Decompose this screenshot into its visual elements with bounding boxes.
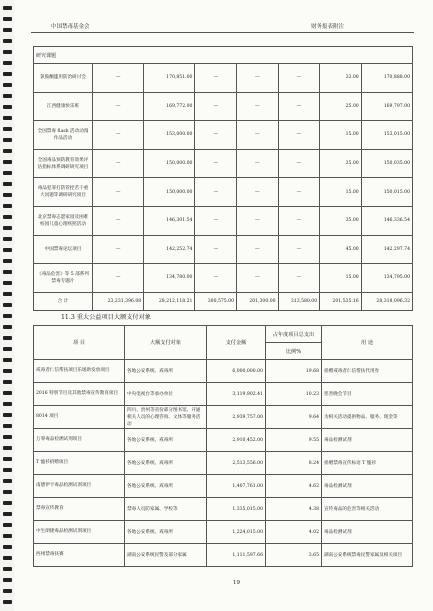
header-pct-top: 占年度项目总支出 bbox=[266, 326, 322, 343]
amount-cell: — bbox=[195, 264, 237, 293]
binder-hole bbox=[3, 325, 12, 329]
percent-cell: 4.38 bbox=[266, 498, 322, 521]
use-cell: 毒品检测试剂 bbox=[322, 475, 413, 498]
binder-hole bbox=[3, 160, 12, 164]
large-payee-table bbox=[33, 325, 413, 567]
table-row bbox=[34, 64, 413, 93]
amount-cell: 35.00 bbox=[320, 206, 362, 235]
amount-cell: — bbox=[278, 121, 320, 150]
total-amount-cell: 201,535.16 bbox=[320, 292, 362, 310]
amount-cell: 170,888.00 bbox=[361, 64, 412, 93]
payee-cell: 四川、贵州等省份部分图书馆、开通相关人员的心理咨询、文体等服务活动 bbox=[125, 406, 207, 429]
binder-hole bbox=[3, 193, 12, 197]
table-row bbox=[34, 498, 413, 521]
amount-cell: — bbox=[278, 92, 320, 121]
use-cell: 慈善晚会节目 bbox=[322, 383, 413, 406]
binder-hole bbox=[3, 380, 12, 384]
amount-cell: 15.00 bbox=[320, 178, 362, 207]
amount-cell: 142,252.74 bbox=[144, 235, 195, 264]
total-amount-cell: 28,318,096.32 bbox=[361, 292, 412, 310]
amount-cell: — bbox=[237, 149, 279, 178]
binder-hole bbox=[3, 556, 12, 560]
use-cell: 捐赠禁毒宣传标语 T 恤衫 bbox=[322, 452, 413, 475]
amount-cell: 169,797.00 bbox=[361, 92, 412, 121]
project-cell: T 恤衫捐赠项目 bbox=[34, 452, 125, 475]
binder-hole bbox=[3, 17, 12, 21]
binder-hole bbox=[3, 347, 12, 351]
binder-hole bbox=[3, 578, 12, 582]
total-amount-cell: 313,580.00 bbox=[278, 292, 320, 310]
percent-cell: 9.64 bbox=[266, 406, 322, 429]
binder-hole bbox=[3, 369, 12, 373]
binder-hole bbox=[3, 545, 12, 549]
percent-cell: 19.68 bbox=[266, 360, 322, 383]
document-page bbox=[25, 0, 420, 611]
binder-hole bbox=[3, 116, 12, 120]
table-row bbox=[34, 121, 413, 150]
binder-hole bbox=[3, 523, 12, 527]
binder-hole bbox=[3, 402, 12, 406]
binder-hole bbox=[3, 237, 12, 241]
binder-hole bbox=[3, 138, 12, 142]
payee-cell: 各地公安系统、戒毒所 bbox=[125, 360, 207, 383]
binder-hole bbox=[3, 61, 12, 65]
table-row bbox=[34, 149, 413, 178]
project-name-cell: 江西健康快乐班 bbox=[34, 92, 93, 121]
binder-hole bbox=[3, 589, 12, 593]
binder-hole bbox=[3, 501, 12, 505]
amount-cell: 1,407,761.00 bbox=[207, 475, 266, 498]
table-row bbox=[34, 383, 413, 406]
amount-cell: 150,015.00 bbox=[361, 178, 412, 207]
project-name-cell: 氯胺酮滥用防治研讨会 bbox=[34, 64, 93, 93]
table-row bbox=[34, 206, 413, 235]
binder-hole bbox=[3, 468, 12, 472]
amount-cell: — bbox=[195, 206, 237, 235]
amount-cell: 142,297.74 bbox=[361, 235, 412, 264]
table-row bbox=[34, 360, 413, 383]
table-row bbox=[34, 178, 413, 207]
binder-hole bbox=[3, 39, 12, 43]
header-use: 用 途 bbox=[322, 326, 413, 360]
amount-cell: — bbox=[195, 121, 237, 150]
payee-cell: 中央电视台等承办单位 bbox=[125, 383, 207, 406]
amount-cell: — bbox=[278, 206, 320, 235]
amount-cell: 15.00 bbox=[320, 121, 362, 150]
page-number: 19 bbox=[233, 580, 240, 586]
binder-hole bbox=[3, 248, 12, 252]
amount-cell: 134,780.00 bbox=[144, 264, 195, 293]
header-pct-bottom: 比例% bbox=[266, 343, 322, 360]
amount-cell: — bbox=[93, 121, 144, 150]
binder-hole bbox=[3, 303, 12, 307]
table-row bbox=[34, 429, 413, 452]
use-cell: 湖南公安系统禁毒民警家属及相关项目 bbox=[322, 544, 413, 567]
amount-cell: — bbox=[237, 121, 279, 150]
amount-cell: 153,000.00 bbox=[144, 121, 195, 150]
table-row bbox=[34, 452, 413, 475]
binder-hole bbox=[3, 127, 12, 131]
amount-cell: — bbox=[278, 264, 320, 293]
section-title: 11.3 重大公益项目大额支付对象 bbox=[61, 314, 151, 321]
amount-cell: — bbox=[237, 235, 279, 264]
binder-hole bbox=[3, 259, 12, 263]
amount-cell: — bbox=[237, 64, 279, 93]
binder-hole bbox=[3, 94, 12, 98]
total-label-cell: 合 计 bbox=[34, 292, 93, 310]
amount-cell: — bbox=[93, 178, 144, 207]
payee-cell: 禁毒人员防家属、学校等 bbox=[125, 498, 207, 521]
binder-hole bbox=[3, 358, 12, 362]
use-cell: 毒品检测试剂 bbox=[322, 429, 413, 452]
project-name-cell: 《毒品危害》等 5 部系列禁毒专题片 bbox=[34, 264, 93, 293]
amount-cell: 150,000.00 bbox=[144, 149, 195, 178]
amount-cell: — bbox=[237, 206, 279, 235]
table-row bbox=[34, 264, 413, 293]
amount-cell: 2,513,556.00 bbox=[207, 452, 266, 475]
header-org: 中国禁毒基金会 bbox=[51, 24, 90, 30]
binder-hole bbox=[3, 6, 12, 10]
header-amount: 支付金额 bbox=[207, 326, 266, 360]
project-cell: 2016 特别节目及其他禁毒宣传教育项目 bbox=[34, 383, 125, 406]
page-header bbox=[31, 18, 414, 33]
amount-cell: 150,000.00 bbox=[144, 178, 195, 207]
project-cell: 南德伊卡毒品检测试剂项目 bbox=[34, 475, 125, 498]
amount-cell: — bbox=[93, 149, 144, 178]
binder-hole bbox=[3, 567, 12, 571]
binder-hole bbox=[3, 149, 12, 153]
binder-hole bbox=[3, 534, 12, 538]
table-row bbox=[34, 475, 413, 498]
use-cell: 捐赠戒毒者仁信帮扶代用券 bbox=[322, 360, 413, 383]
table-row bbox=[34, 521, 413, 544]
amount-cell: 134,795.00 bbox=[361, 264, 412, 293]
amount-cell: 6,000,000.00 bbox=[207, 360, 266, 383]
amount-cell: — bbox=[278, 64, 320, 93]
amount-cell: 170,851.00 bbox=[144, 64, 195, 93]
total-amount-cell: 201,300.00 bbox=[237, 292, 279, 310]
amount-cell: 2,910,452.00 bbox=[207, 429, 266, 452]
amount-cell: 1,224,015.00 bbox=[207, 521, 266, 544]
project-name-cell: 全国毒品预防教育效果评估指标体系调研研究项目 bbox=[34, 149, 93, 178]
percent-cell: 10.23 bbox=[266, 383, 322, 406]
amount-cell: — bbox=[93, 264, 144, 293]
amount-cell: — bbox=[237, 178, 279, 207]
binder-hole bbox=[3, 226, 12, 230]
project-name-cell: 北京禁毒志愿家园及困难校园儿童心理疾照活动 bbox=[34, 206, 93, 235]
amount-cell: — bbox=[195, 64, 237, 93]
percent-cell: 4.62 bbox=[266, 475, 322, 498]
amount-cell: 2,939,757.00 bbox=[207, 406, 266, 429]
amount-cell: 33.00 bbox=[320, 64, 362, 93]
amount-cell: 169,772.00 bbox=[144, 92, 195, 121]
table-title-row bbox=[34, 47, 413, 64]
amount-cell: — bbox=[278, 149, 320, 178]
payee-cell: 各地公安系统、戒毒所 bbox=[125, 521, 207, 544]
project-expense-table bbox=[33, 46, 413, 311]
project-cell: 西州禁毒扶赛 bbox=[34, 544, 125, 567]
binder-hole bbox=[3, 72, 12, 76]
binder-hole bbox=[3, 512, 12, 516]
binder-hole bbox=[3, 457, 12, 461]
amount-cell: 3,119,902.41 bbox=[207, 383, 266, 406]
percent-cell: 9.55 bbox=[266, 429, 322, 452]
header-section: 财务报表附注 bbox=[310, 24, 344, 30]
amount-cell: 15.00 bbox=[320, 264, 362, 293]
amount-cell: — bbox=[278, 235, 320, 264]
total-amount-cell: 300,575.00 bbox=[195, 292, 237, 310]
percent-cell: 4.02 bbox=[266, 521, 322, 544]
amount-cell: 1,111,597.66 bbox=[207, 544, 266, 567]
amount-cell: — bbox=[237, 92, 279, 121]
amount-cell: — bbox=[93, 235, 144, 264]
amount-cell: — bbox=[195, 92, 237, 121]
amount-cell: 153,015.00 bbox=[361, 121, 412, 150]
use-cell: 毒品检测试剂 bbox=[322, 521, 413, 544]
binder-hole bbox=[3, 292, 12, 296]
table-row bbox=[34, 235, 413, 264]
binder-hole bbox=[3, 600, 12, 604]
project-cell: 戒毒者仁信帮扶项目乐缓助发放项目 bbox=[34, 360, 125, 383]
amount-cell: — bbox=[195, 178, 237, 207]
amount-cell: 25.00 bbox=[320, 92, 362, 121]
binder-hole bbox=[3, 336, 12, 340]
project-name-cell: 中国禁毒论坛项目 bbox=[34, 235, 93, 264]
binder-hole bbox=[3, 281, 12, 285]
total-amount-cell: 23,231,396.08 bbox=[93, 292, 144, 310]
table-header-row bbox=[34, 326, 413, 343]
binder-strip bbox=[0, 0, 14, 611]
amount-cell: — bbox=[93, 64, 144, 93]
binder-hole bbox=[3, 105, 12, 109]
binder-hole bbox=[3, 490, 12, 494]
header-payee: 大额支付对象 bbox=[125, 326, 207, 360]
project-cell: 禁毒宣传教育 bbox=[34, 498, 125, 521]
binder-hole bbox=[3, 83, 12, 87]
amount-cell: — bbox=[278, 178, 320, 207]
amount-cell: — bbox=[195, 235, 237, 264]
binder-hole bbox=[3, 50, 12, 54]
amount-cell: — bbox=[195, 149, 237, 178]
amount-cell: 150,035.00 bbox=[361, 149, 412, 178]
payee-cell: 湖南公安系统民警及部分家属 bbox=[125, 544, 207, 567]
payee-cell: 各地公安系统、戒毒所 bbox=[125, 475, 207, 498]
use-cell: 宣传毒品的危害等相关活动 bbox=[322, 498, 413, 521]
use-cell: 为相关活动提供物品、服务、现金等 bbox=[322, 406, 413, 429]
amount-cell: 146,301.54 bbox=[144, 206, 195, 235]
binder-hole bbox=[3, 314, 12, 318]
amount-cell: 146,336.54 bbox=[361, 206, 412, 235]
project-name-cell: 毒品犯罪打防管控若干重大问题等调研研究项目 bbox=[34, 178, 93, 207]
binder-hole bbox=[3, 204, 12, 208]
project-name-cell: 全国禁毒 flash 活动动漫作品活动 bbox=[34, 121, 93, 150]
binder-hole bbox=[3, 182, 12, 186]
binder-hole bbox=[3, 435, 12, 439]
project-cell: 中生朗捷毒品检测试剂项目 bbox=[34, 521, 125, 544]
amount-cell: 35.00 bbox=[320, 149, 362, 178]
amount-cell: 1,335,015.00 bbox=[207, 498, 266, 521]
binder-hole bbox=[3, 215, 12, 219]
binder-hole bbox=[3, 413, 12, 417]
amount-cell: — bbox=[93, 92, 144, 121]
amount-cell: — bbox=[237, 264, 279, 293]
total-row bbox=[34, 292, 413, 310]
table-row bbox=[34, 544, 413, 567]
amount-cell: — bbox=[93, 206, 144, 235]
table-title-cell: 研究课题 bbox=[34, 47, 413, 64]
binder-hole bbox=[3, 446, 12, 450]
project-cell: 万零毒品检测试剂项目 bbox=[34, 429, 125, 452]
binder-hole bbox=[3, 479, 12, 483]
payee-cell: 各地公安系统、戒毒所 bbox=[125, 452, 207, 475]
table-row bbox=[34, 406, 413, 429]
binder-hole bbox=[3, 270, 12, 274]
table-row bbox=[34, 92, 413, 121]
amount-cell: 45.00 bbox=[320, 235, 362, 264]
binder-hole bbox=[3, 28, 12, 32]
binder-hole bbox=[3, 171, 12, 175]
percent-cell: 3.65 bbox=[266, 544, 322, 567]
binder-hole bbox=[3, 424, 12, 428]
binder-hole bbox=[3, 391, 12, 395]
payee-cell: 各地公安系统、戒毒所 bbox=[125, 429, 207, 452]
percent-cell: 8.24 bbox=[266, 452, 322, 475]
total-amount-cell: 28,212,118.21 bbox=[144, 292, 195, 310]
project-cell: 8014 项目 bbox=[34, 406, 125, 429]
header-project: 项 目 bbox=[34, 326, 125, 360]
